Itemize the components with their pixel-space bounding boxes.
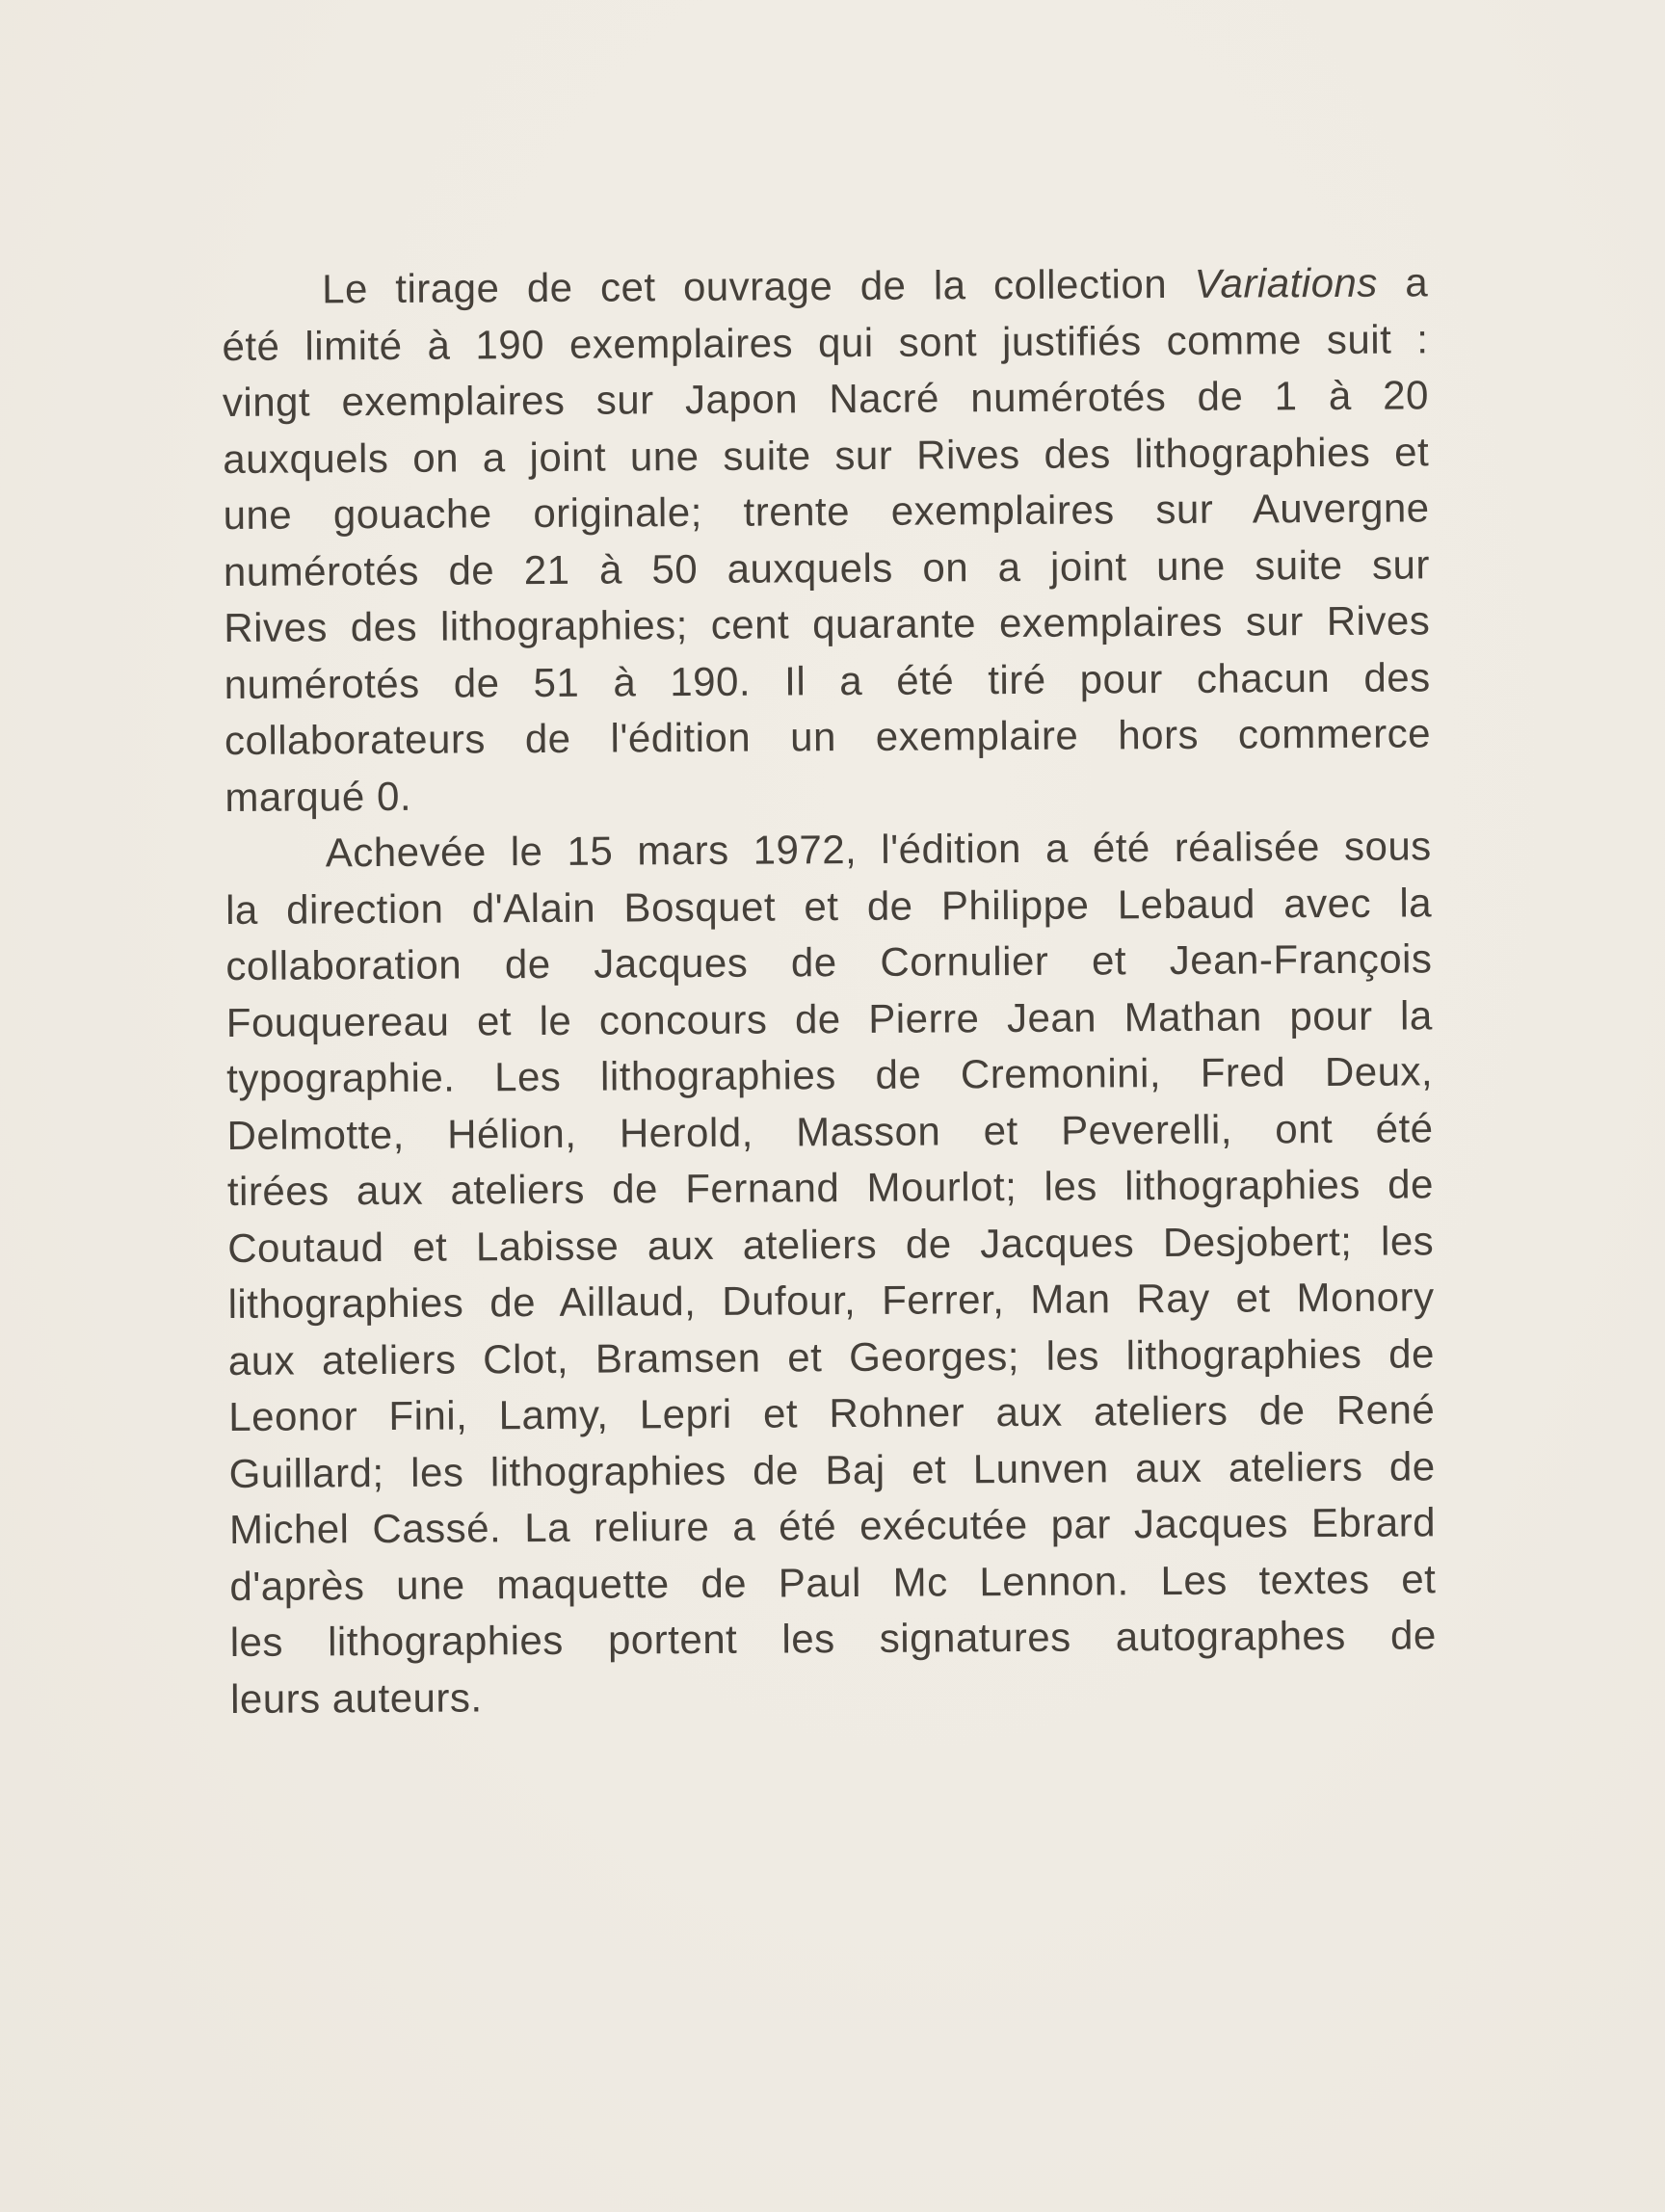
text-line	[230, 1607, 1437, 1671]
text-segment: leurs auteurs.	[229, 1673, 483, 1722]
collection-title-italic: Variations	[1194, 259, 1378, 306]
text-segment: collaborateurs de l'édition un exemplaire hors commerce	[224, 710, 1432, 763]
text-line	[230, 1664, 1437, 1727]
text-line	[224, 537, 1430, 600]
text-line	[225, 875, 1432, 938]
text-segment: Michel Cassé. La reliure a été exécutée par Jacques Ebrard	[228, 1499, 1437, 1552]
text-line	[228, 1382, 1435, 1445]
text-segment: vingt exemplaires sur Japon Nacré numérotés de 1 à 20	[222, 372, 1430, 425]
paragraph-justification-du-tirage	[222, 254, 1432, 826]
text-segment: une gouache originale; trente exemplaires sur Auvergne	[223, 485, 1430, 538]
text-segment: Rives des lithographies; cent quarante exemplaires sur Rives	[224, 597, 1431, 650]
text-line	[223, 480, 1429, 543]
text-line	[223, 424, 1429, 487]
text-line	[222, 254, 1428, 318]
text-segment: numérotés de 51 à 190. Il a été tiré pour chacun des	[224, 653, 1431, 707]
text-segment: la direction d'Alain Bosquet et de Philippe Lebaud avec la	[225, 879, 1433, 933]
text-segment: tirées aux ateliers de Fernand Mourlot; les lithographies de	[226, 1161, 1435, 1214]
text-line	[222, 311, 1428, 375]
text-segment: Leonor Fini, Lamy, Lepri et Rohner aux ateliers de René	[228, 1386, 1436, 1439]
text-line	[229, 1551, 1436, 1615]
text-line	[225, 931, 1432, 994]
text-line	[225, 649, 1431, 713]
text-line	[228, 1326, 1435, 1389]
text-segment: auxquels on a joint une suite sur Rives des lithographies et	[223, 428, 1430, 482]
text-line	[224, 592, 1430, 656]
text-line	[225, 705, 1431, 769]
text-line	[223, 367, 1429, 431]
text-line	[229, 1438, 1436, 1502]
text-segment: les lithographies portent les signatures autographes de	[229, 1612, 1437, 1665]
text-line	[229, 1494, 1436, 1558]
text-segment: typographie. Les lithographies de Cremonini, Fred Deux,	[226, 1048, 1434, 1101]
text-line	[226, 1100, 1433, 1164]
text-segment: Fouquereau et le concours de Pierre Jean Mathan pour la	[225, 991, 1433, 1045]
text-block	[222, 254, 1437, 1727]
text-line	[226, 1043, 1433, 1107]
text-segment: d'après une maquette de Paul Mc Lennon. Les textes et	[229, 1555, 1437, 1609]
text-line	[225, 762, 1431, 826]
text-segment: Guillard; les lithographies de Baj et Lunven aux ateliers de	[228, 1442, 1436, 1496]
text-segment: numérotés de 21 à 50 auxquels on a joint une suite sur	[223, 540, 1431, 594]
text-segment: Delmotte, Hélion, Herold, Masson et Peverelli, ont été	[226, 1104, 1434, 1158]
text-segment: a	[1377, 259, 1429, 305]
text-segment: Le tirage de cet ouvrage de la collection	[322, 260, 1195, 312]
text-segment: été limité à 190 exemplaires qui sont justifiés comme suit :	[222, 315, 1429, 369]
text-line	[227, 1269, 1434, 1332]
text-segment: aux ateliers Clot, Bramsen et Georges; les lithographies de	[227, 1330, 1436, 1383]
text-line	[227, 1213, 1434, 1277]
text-segment: Achevée le 15 mars 1972, l'édition a été réalisée sous	[325, 823, 1432, 876]
text-segment: lithographies de Aillaud, Dufour, Ferrer, Man Ray et Monory	[227, 1274, 1435, 1327]
text-segment: marqué 0.	[225, 773, 412, 820]
text-line	[225, 818, 1432, 882]
text-segment: Coutaud et Labisse aux ateliers de Jacques Desjobert; les	[227, 1217, 1435, 1271]
text-line	[226, 988, 1433, 1051]
text-segment: collaboration de Jacques de Cornulier et Jean-François	[225, 935, 1433, 988]
paragraph-achevement-edition	[225, 818, 1438, 1727]
text-line	[227, 1156, 1434, 1220]
